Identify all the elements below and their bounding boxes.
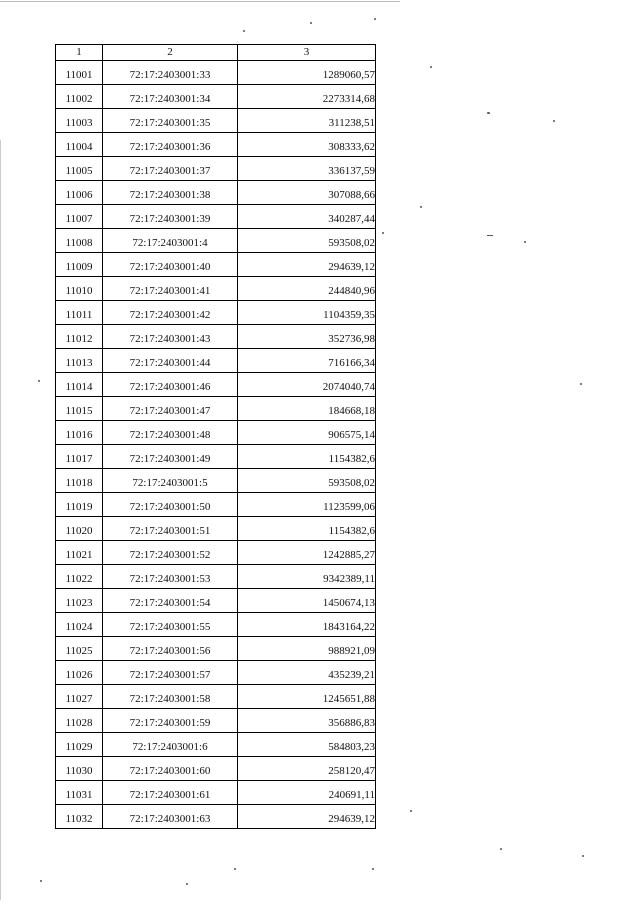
value-cell: 593508,02 xyxy=(238,229,376,253)
scan-speck xyxy=(40,880,42,882)
row-number-cell: 11016 xyxy=(56,421,103,445)
row-number-cell: 11032 xyxy=(56,805,103,829)
table-row xyxy=(56,661,376,685)
value-cell: 244840,96 xyxy=(238,277,376,301)
value-cell: 340287,44 xyxy=(238,205,376,229)
cadastral-number-cell: 72:17:2403001:63 xyxy=(103,805,238,829)
row-number-cell: 11031 xyxy=(56,781,103,805)
row-number-cell: 11009 xyxy=(56,253,103,277)
value-cell: 258120,47 xyxy=(238,757,376,781)
row-number-cell: 11022 xyxy=(56,565,103,589)
table-body xyxy=(56,61,376,829)
value-cell: 435239,21 xyxy=(238,661,376,685)
row-number-cell: 11029 xyxy=(56,733,103,757)
value-cell: 906575,14 xyxy=(238,421,376,445)
value-cell: 584803,23 xyxy=(238,733,376,757)
value-cell: 1154382,6 xyxy=(238,445,376,469)
row-number-cell: 11021 xyxy=(56,541,103,565)
value-cell: 307088,66 xyxy=(238,181,376,205)
row-number-cell: 11007 xyxy=(56,205,103,229)
row-number-cell: 11024 xyxy=(56,613,103,637)
cadastral-number-cell: 72:17:2403001:46 xyxy=(103,373,238,397)
table-row xyxy=(56,637,376,661)
cadastral-number-cell: 72:17:2403001:40 xyxy=(103,253,238,277)
cadastral-number-cell: 72:17:2403001:5 xyxy=(103,469,238,493)
table-row xyxy=(56,805,376,829)
value-cell: 988921,09 xyxy=(238,637,376,661)
table-row xyxy=(56,685,376,709)
value-cell: 1104359,35 xyxy=(238,301,376,325)
row-number-cell: 11001 xyxy=(56,61,103,85)
table-row xyxy=(56,277,376,301)
cadastral-number-cell: 72:17:2403001:59 xyxy=(103,709,238,733)
scan-speck xyxy=(487,235,493,236)
table-row xyxy=(56,565,376,589)
table-row xyxy=(56,517,376,541)
cadastral-number-cell: 72:17:2403001:54 xyxy=(103,589,238,613)
scan-speck xyxy=(374,18,376,20)
cadastral-number-cell: 72:17:2403001:55 xyxy=(103,613,238,637)
scan-speck xyxy=(410,810,412,812)
value-cell: 352736,98 xyxy=(238,325,376,349)
row-number-cell: 11020 xyxy=(56,517,103,541)
table-row xyxy=(56,757,376,781)
cadastral-number-cell: 72:17:2403001:35 xyxy=(103,109,238,133)
value-cell: 336137,59 xyxy=(238,157,376,181)
scan-speck xyxy=(430,66,432,68)
table-row xyxy=(56,205,376,229)
table-row xyxy=(56,373,376,397)
cadastral-number-cell: 72:17:2403001:58 xyxy=(103,685,238,709)
value-cell: 184668,18 xyxy=(238,397,376,421)
row-number-cell: 11030 xyxy=(56,757,103,781)
scan-speck xyxy=(500,848,502,850)
table-row xyxy=(56,781,376,805)
table-header-row xyxy=(56,45,376,61)
row-number-cell: 11011 xyxy=(56,301,103,325)
table-row xyxy=(56,133,376,157)
scan-edge-line xyxy=(0,1,400,2)
value-cell: 9342389,11 xyxy=(238,565,376,589)
value-cell: 311238,51 xyxy=(238,109,376,133)
cadastral-number-cell: 72:17:2403001:44 xyxy=(103,349,238,373)
value-cell: 308333,62 xyxy=(238,133,376,157)
row-number-cell: 11023 xyxy=(56,589,103,613)
table-row xyxy=(56,253,376,277)
row-number-cell: 11027 xyxy=(56,685,103,709)
scan-speck xyxy=(372,868,374,870)
scan-speck xyxy=(420,206,422,208)
value-cell: 1289060,57 xyxy=(238,61,376,85)
cadastral-number-cell: 72:17:2403001:61 xyxy=(103,781,238,805)
cadastral-number-cell: 72:17:2403001:42 xyxy=(103,301,238,325)
row-number-cell: 11003 xyxy=(56,109,103,133)
cadastral-number-cell: 72:17:2403001:4 xyxy=(103,229,238,253)
scan-speck xyxy=(243,30,245,32)
cadastral-number-cell: 72:17:2403001:34 xyxy=(103,85,238,109)
row-number-cell: 11014 xyxy=(56,373,103,397)
row-number-cell: 11004 xyxy=(56,133,103,157)
cadastral-number-cell: 72:17:2403001:38 xyxy=(103,181,238,205)
cadastral-number-cell: 72:17:2403001:52 xyxy=(103,541,238,565)
cadastral-number-cell: 72:17:2403001:37 xyxy=(103,157,238,181)
value-cell: 294639,12 xyxy=(238,805,376,829)
value-cell: 716166,34 xyxy=(238,349,376,373)
scan-speck xyxy=(234,868,236,870)
cadastral-number-cell: 72:17:2403001:41 xyxy=(103,277,238,301)
cadastral-number-cell: 72:17:2403001:47 xyxy=(103,397,238,421)
cadastral-number-cell: 72:17:2403001:6 xyxy=(103,733,238,757)
value-cell: 1843164,22 xyxy=(238,613,376,637)
value-cell: 1154382,6 xyxy=(238,517,376,541)
cadastral-number-cell: 72:17:2403001:43 xyxy=(103,325,238,349)
table-row xyxy=(56,445,376,469)
cadastral-number-cell: 72:17:2403001:60 xyxy=(103,757,238,781)
scan-speck xyxy=(310,22,312,24)
cadastral-number-cell: 72:17:2403001:56 xyxy=(103,637,238,661)
cadastral-number-cell: 72:17:2403001:49 xyxy=(103,445,238,469)
row-number-cell: 11026 xyxy=(56,661,103,685)
scan-speck xyxy=(487,112,490,114)
scan-speck xyxy=(582,855,584,857)
scan-speck xyxy=(553,120,555,122)
table-row xyxy=(56,325,376,349)
value-cell: 294639,12 xyxy=(238,253,376,277)
value-cell: 240691,11 xyxy=(238,781,376,805)
row-number-cell: 11015 xyxy=(56,397,103,421)
scan-speck xyxy=(38,380,40,382)
cadastral-number-cell: 72:17:2403001:57 xyxy=(103,661,238,685)
column-header-2: 2 xyxy=(103,45,238,61)
table-row xyxy=(56,421,376,445)
scan-speck xyxy=(524,241,526,243)
cadastral-number-cell: 72:17:2403001:50 xyxy=(103,493,238,517)
row-number-cell: 11013 xyxy=(56,349,103,373)
table-row xyxy=(56,613,376,637)
table-row xyxy=(56,589,376,613)
value-cell: 2074040,74 xyxy=(238,373,376,397)
table-row xyxy=(56,61,376,85)
cadastral-number-cell: 72:17:2403001:39 xyxy=(103,205,238,229)
column-header-1: 1 xyxy=(56,45,103,61)
row-number-cell: 11006 xyxy=(56,181,103,205)
table-row xyxy=(56,733,376,757)
table-row xyxy=(56,157,376,181)
value-cell: 1242885,27 xyxy=(238,541,376,565)
cadastral-number-cell: 72:17:2403001:36 xyxy=(103,133,238,157)
row-number-cell: 11028 xyxy=(56,709,103,733)
value-cell: 1245651,88 xyxy=(238,685,376,709)
table-row xyxy=(56,229,376,253)
table-row xyxy=(56,397,376,421)
row-number-cell: 11018 xyxy=(56,469,103,493)
cadastral-number-cell: 72:17:2403001:51 xyxy=(103,517,238,541)
value-cell: 1450674,13 xyxy=(238,589,376,613)
scan-speck xyxy=(186,883,188,885)
scan-margin-line xyxy=(0,140,1,900)
value-cell: 1123599,06 xyxy=(238,493,376,517)
value-cell: 2273314,68 xyxy=(238,85,376,109)
table-row xyxy=(56,541,376,565)
row-number-cell: 11008 xyxy=(56,229,103,253)
cadastral-number-cell: 72:17:2403001:48 xyxy=(103,421,238,445)
row-number-cell: 11025 xyxy=(56,637,103,661)
table-row xyxy=(56,469,376,493)
table-row xyxy=(56,181,376,205)
row-number-cell: 11002 xyxy=(56,85,103,109)
cadastral-value-table xyxy=(55,44,376,829)
table-row xyxy=(56,109,376,133)
table-row xyxy=(56,301,376,325)
table-row xyxy=(56,349,376,373)
row-number-cell: 11012 xyxy=(56,325,103,349)
cadastral-number-cell: 72:17:2403001:53 xyxy=(103,565,238,589)
row-number-cell: 11005 xyxy=(56,157,103,181)
table-row xyxy=(56,85,376,109)
row-number-cell: 11010 xyxy=(56,277,103,301)
value-cell: 356886,83 xyxy=(238,709,376,733)
scan-speck xyxy=(580,383,582,385)
scan-speck xyxy=(382,232,384,234)
table-row xyxy=(56,709,376,733)
row-number-cell: 11017 xyxy=(56,445,103,469)
cadastral-number-cell: 72:17:2403001:33 xyxy=(103,61,238,85)
value-cell: 593508,02 xyxy=(238,469,376,493)
table-row xyxy=(56,493,376,517)
column-header-3: 3 xyxy=(238,45,376,61)
row-number-cell: 11019 xyxy=(56,493,103,517)
